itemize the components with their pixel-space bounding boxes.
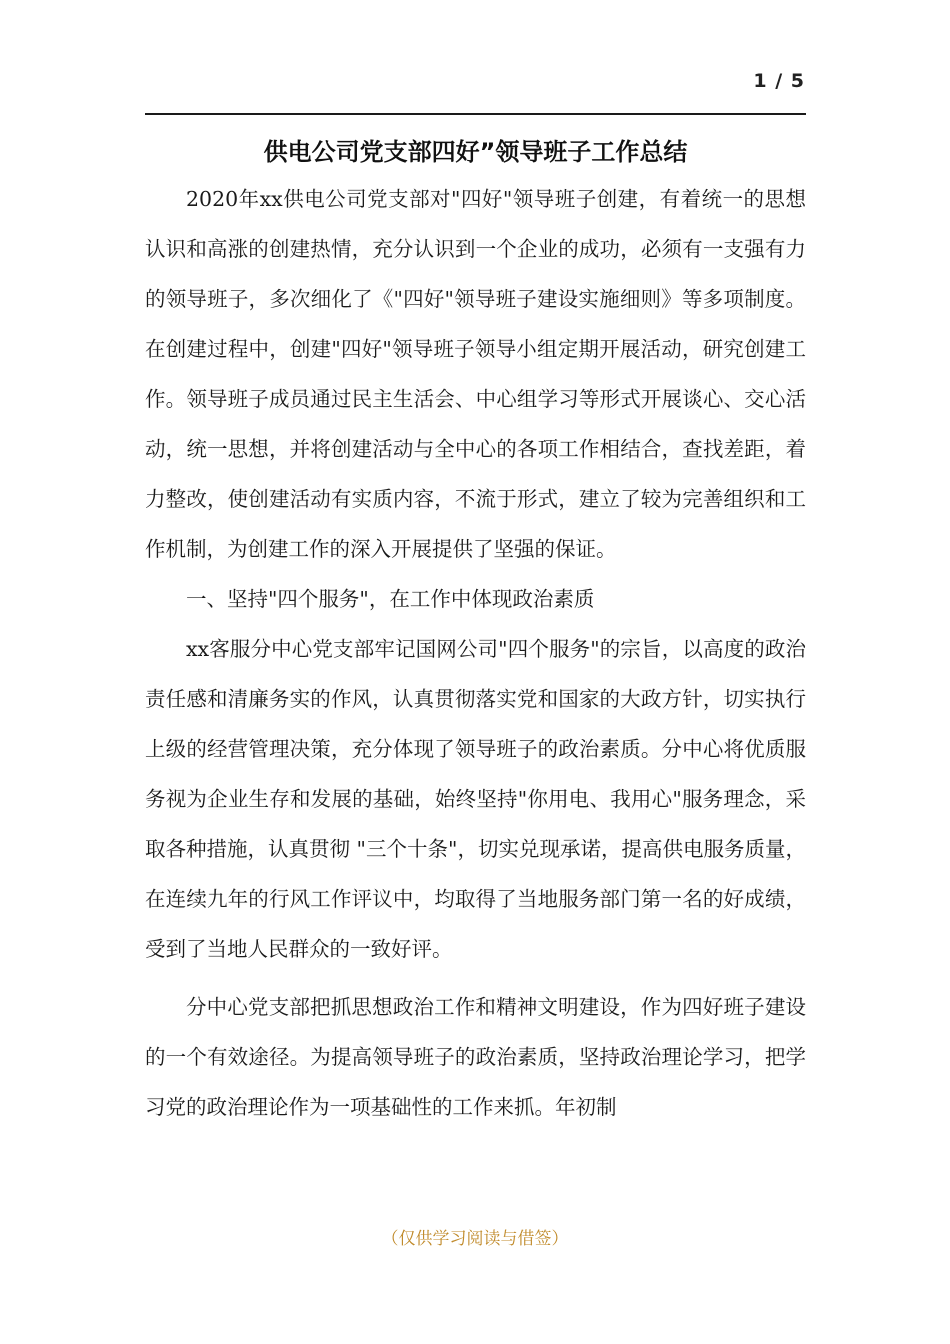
document-title: 供电公司党支部四好”领导班子工作总结 [263,138,688,166]
section-heading-1: 一、坚持"四个服务"，在工作中体现政治素质 [186,587,595,611]
paragraph-political-work: 分中心党支部把抓思想政治工作和精神文明建设，作为四好班子建设的一个有效途径。为提高领导班子的政治素质，坚持政治理论学习，把学习党的政治理论作为一项基础性的工作来抓。年初制 [145,995,806,1119]
footer-note: （仅供学习阅读与借签） [381,1229,569,1249]
document-body [145,174,806,1132]
paragraph-intro: 2020年xx供电公司党支部对"四好"领导班子创建，有着统一的思想认识和高涨的创建热情，充分认识到一个企业的成功，必须有一支强有力的领导班子，多次细化了《"四好"领导班子建设实施细则》等多项制度。在创建过程中，创建"四好"领导班子领导小组定期开展活动，研究创建工作。领导班子成员通过民主生活会、中心组学习等形式开展谈心、交心活动，统一思想，并将创建活动与全中心的各项工作相结合，查找差距，着力整改，使创建活动有实质内容，不流于形式，建立了较为完善组织和工作机制，为创建工作的深入开展提供了坚强的保证。 [145,187,806,561]
paragraph-service: xx客服分中心党支部牢记国网公司"四个服务"的宗旨，以高度的政治责任感和清廉务实的作风，认真贯彻落实党和国家的大政方针，切实执行上级的经营管理决策，充分体现了领导班子的政治素质。分中心将优质服务视为企业生存和发展的基础，始终坚持"你用电、我用心"服务理念，采取各种措施，认真贯彻 "三个十条"，切实兑现承诺，提高供电服务质量，在连续九年的行风工作评议中，均取得了当地服务部门第一名的好成绩，受到了当地人民群众的一致好评。 [145,637,806,961]
header-rule [145,113,806,115]
page-number: 1 / 5 [753,70,805,92]
